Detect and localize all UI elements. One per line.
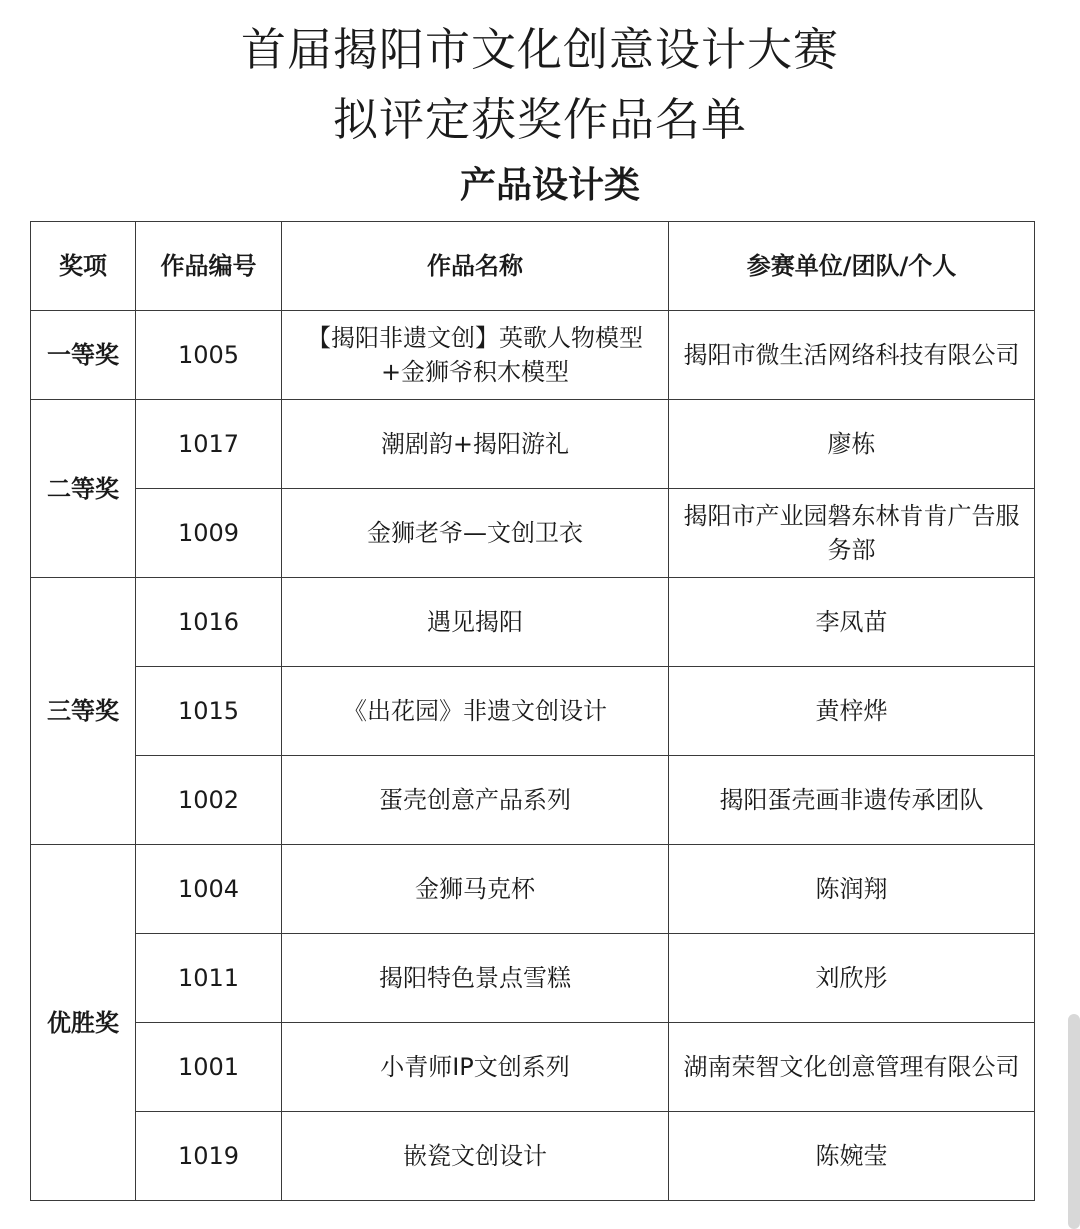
id-cell: 1016: [136, 578, 282, 667]
entrant-cell: 湖南荣智文化创意管理有限公司: [669, 1023, 1035, 1112]
id-cell: 1009: [136, 489, 282, 578]
work-cell: 揭阳特色景点雪糕: [282, 934, 669, 1023]
id-cell: 1005: [136, 311, 282, 400]
table-header-row: [31, 222, 1035, 311]
entrant-cell: 揭阳市微生活网络科技有限公司: [669, 311, 1035, 400]
entrant-cell: 揭阳市产业园磐东林肯肯广告服务部: [669, 489, 1035, 578]
table-row: [31, 934, 1035, 1023]
table-row: [31, 756, 1035, 845]
scrollbar[interactable]: [1068, 1014, 1080, 1229]
id-cell: 1004: [136, 845, 282, 934]
entrant-cell: 廖栋: [669, 400, 1035, 489]
entrant-cell: 陈润翔: [669, 845, 1035, 934]
table-row: [31, 845, 1035, 934]
table-row: [31, 400, 1035, 489]
table-row: [31, 311, 1035, 400]
prize-cell-merit: 优胜奖: [31, 845, 136, 1201]
page-subtitle: 拟评定获奖作品名单: [332, 93, 747, 146]
column-header-id: 作品编号: [136, 222, 282, 311]
table-row: [31, 667, 1035, 756]
work-cell: 金狮马克杯: [282, 845, 669, 934]
id-cell: 1001: [136, 1023, 282, 1112]
id-cell: 1002: [136, 756, 282, 845]
entrant-cell: 陈婉莹: [669, 1112, 1035, 1201]
entrant-cell: 李凤苗: [669, 578, 1035, 667]
prize-cell-second: 二等奖: [31, 400, 136, 578]
work-cell: 蛋壳创意产品系列: [282, 756, 669, 845]
work-cell: 遇见揭阳: [282, 578, 669, 667]
id-cell: 1015: [136, 667, 282, 756]
work-cell: 嵌瓷文创设计: [282, 1112, 669, 1201]
entrant-cell: 揭阳蛋壳画非遗传承团队: [669, 756, 1035, 845]
entrant-cell: 刘欣彤: [669, 934, 1035, 1023]
id-cell: 1017: [136, 400, 282, 489]
table-row: [31, 489, 1035, 578]
work-cell: 小青师IP文创系列: [282, 1023, 669, 1112]
page-title: 首届揭阳市文化创意设计大赛: [240, 23, 839, 76]
table-row: [31, 1112, 1035, 1201]
work-cell: 《出花园》非遗文创设计: [282, 667, 669, 756]
column-header-entrant: 参赛单位/团队/个人: [669, 222, 1035, 311]
id-cell: 1019: [136, 1112, 282, 1201]
column-header-prize: 奖项: [31, 222, 136, 311]
awards-table: [30, 221, 1035, 1201]
work-cell: 金狮老爷—文创卫衣: [282, 489, 669, 578]
work-cell: 【揭阳非遗文创】英歌人物模型+金狮爷积木模型: [282, 311, 669, 400]
category-heading: 产品设计类: [459, 165, 640, 206]
id-cell: 1011: [136, 934, 282, 1023]
work-cell: 潮剧韵+揭阳游礼: [282, 400, 669, 489]
prize-cell-third: 三等奖: [31, 578, 136, 845]
prize-cell-first: 一等奖: [31, 311, 136, 400]
entrant-cell: 黄梓烨: [669, 667, 1035, 756]
column-header-work: 作品名称: [282, 222, 669, 311]
table-row: [31, 1023, 1035, 1112]
table-row: [31, 578, 1035, 667]
